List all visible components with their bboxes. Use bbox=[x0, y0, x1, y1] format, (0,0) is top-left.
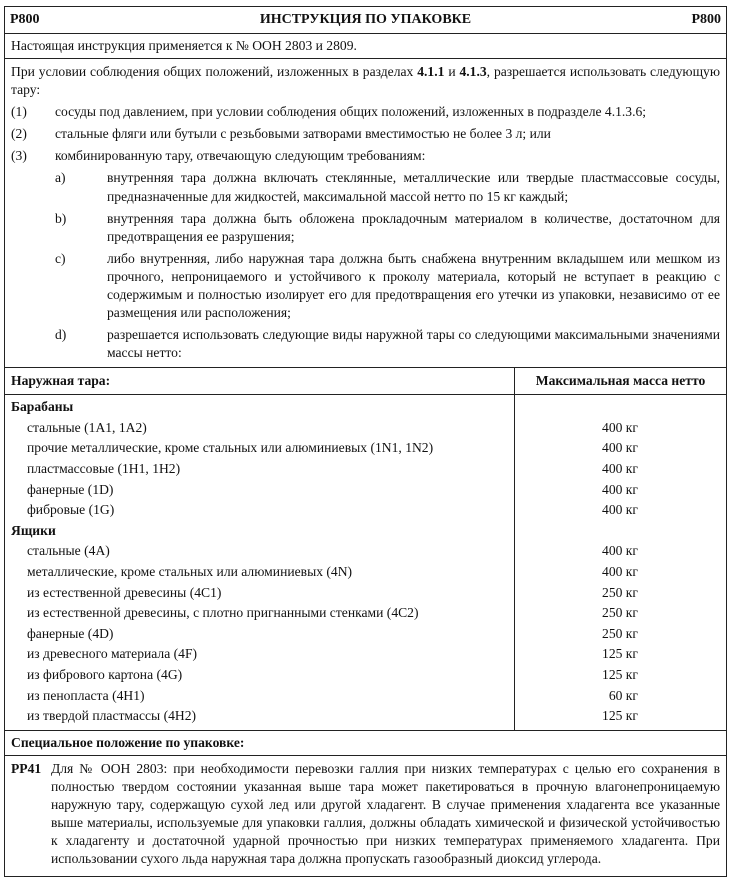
page-title: ИНСТРУКЦИЯ ПО УПАКОВКЕ bbox=[259, 11, 472, 27]
table-header bbox=[5, 368, 726, 395]
item-text: стальные фляги или бутыли с резьбовыми затворами вместимостью не более 3 л; или bbox=[55, 126, 551, 142]
special-provision bbox=[5, 756, 726, 872]
sub-item bbox=[5, 167, 726, 207]
table-row-mass: 250 кг bbox=[602, 625, 638, 641]
item-number: (1) bbox=[11, 104, 27, 120]
table-row-packaging: фанерные (1D) bbox=[27, 481, 114, 497]
table-row-packaging: из пенопласта (4H1) bbox=[27, 687, 145, 703]
table-row-mass: 125 кг bbox=[602, 666, 638, 682]
sub-item-text: либо внутренняя, либо наружная тара должна быть снабжена внутренним вкладышем или мешком из прочного, непроницаемого и устойчивого к проколу материала, который не вступает в реакцию с содержимым и полностью изолирует его для предотвращения его утечки из упаковки, независимо от ее размещения или расположения; bbox=[107, 250, 720, 321]
packaging-table bbox=[5, 367, 726, 731]
table-row-mass: 400 кг bbox=[602, 481, 638, 497]
sub-item-text: разрешается использовать следующие виды наружной тары со следующими максимальными значениями массы нетто: bbox=[107, 327, 720, 361]
table-row-packaging: из фибрового картона (4G) bbox=[27, 666, 183, 682]
table-row-mass: 60 кг bbox=[608, 687, 638, 703]
special-provision-text: Для № ООН 2803: при необходимости перевозки галлия при низких температурах с целью его сохранения в полностью твердом состоянии указанная выше тара может пакетироваться в прочную влагонепроницаемую наружную тару, содержащую сухой лед или другой хладагент. В случае применения хладагента все указанные выше материалы, используемые для упаковки галлия, должны обладать химической и физической устойчивостью к хладагенту и достаточной ударной прочностью при низких температурах применяемого хладагента. При использовании сухого льда наружная тара должна пропускать газообразный диоксид углерода. bbox=[51, 760, 720, 867]
intro-ref2: 4.1.3 bbox=[459, 64, 487, 80]
code-right: P800 bbox=[691, 11, 721, 27]
table-row-mass: 250 кг bbox=[602, 584, 638, 600]
code-left: P800 bbox=[10, 11, 40, 27]
list-item bbox=[5, 145, 726, 167]
intro-ref1: 4.1.1 bbox=[417, 64, 445, 80]
special-provision-code: PP41 bbox=[11, 760, 42, 776]
table-row-packaging: стальные (4A) bbox=[27, 543, 110, 559]
table-row-packaging: из естественной древесины (4C1) bbox=[27, 584, 222, 600]
sub-item bbox=[5, 324, 726, 367]
table-row-mass: 400 кг bbox=[602, 502, 638, 518]
item-text: комбинированную тару, отвечающую следующим требованиям: bbox=[55, 148, 426, 164]
sub-item-letter: a) bbox=[55, 170, 66, 186]
list-item bbox=[5, 101, 726, 123]
intro-mid: и bbox=[444, 64, 460, 80]
intro-paragraph bbox=[5, 59, 726, 101]
table-row-mass: 400 кг bbox=[602, 440, 638, 456]
mass-spacer bbox=[515, 397, 726, 418]
table-body bbox=[5, 395, 726, 731]
sub-item bbox=[5, 208, 726, 248]
table-row-packaging: фанерные (4D) bbox=[27, 625, 114, 641]
table-row-packaging: металлические, кроме стальных или алюминиевых (4N) bbox=[27, 564, 353, 579]
sub-item-letter: c) bbox=[55, 250, 66, 266]
table-row-mass: 125 кг bbox=[602, 646, 638, 662]
mass-spacer bbox=[515, 521, 726, 542]
table-row-packaging: из твердой пластмассы (4H2) bbox=[27, 708, 197, 724]
table-row-mass: 250 кг bbox=[602, 605, 638, 621]
packaging-column bbox=[5, 395, 514, 730]
table-row-packaging: стальные (1A1, 1A2) bbox=[27, 419, 147, 435]
instruction-header bbox=[5, 7, 726, 34]
intro-before: При условии соблюдения общих положений, изложенных в разделах bbox=[11, 64, 418, 80]
table-row-packaging: из естественной древесины, с плотно пригнанными стенками (4C2) bbox=[27, 605, 419, 621]
special-provision-title: Специальное положение по упаковке: bbox=[5, 731, 726, 756]
item-number: (3) bbox=[11, 148, 27, 164]
sub-item-text: внутренняя тара должна включать стеклянные, металлические или твердые пластмассовые сосуды, предназначенные для жидкостей, максимальной массой нетто по 15 кг каждый; bbox=[107, 170, 720, 204]
column-header-mass: Максимальная масса нетто bbox=[514, 368, 726, 394]
intro-after: , разрешается использовать следующую тару: bbox=[11, 64, 720, 98]
instruction-frame bbox=[4, 6, 727, 877]
column-header-packaging: Наружная тара: bbox=[11, 373, 111, 389]
sub-item-letter: d) bbox=[55, 327, 67, 343]
sub-item bbox=[5, 248, 726, 324]
table-row-mass: 125 кг bbox=[602, 708, 638, 724]
table-row-mass: 400 кг bbox=[602, 564, 638, 579]
item-text: сосуды под давлением, при условии соблюдения общих положений, изложенных в подразделе 4.1.3.6; bbox=[55, 104, 647, 120]
sub-item-text: внутренняя тара должна быть обложена прокладочным материалом в количестве, достаточном для предотвращения ее разрушения; bbox=[107, 210, 720, 244]
item-number: (2) bbox=[11, 126, 27, 142]
table-row-packaging: прочие металлические, кроме стальных или алюминиевых (1N1, 1N2) bbox=[27, 440, 434, 456]
table-row-mass: 400 кг bbox=[602, 419, 638, 435]
list-item bbox=[5, 123, 726, 145]
group-title: Ящики bbox=[11, 522, 56, 538]
table-row-packaging: из древесного материала (4F) bbox=[27, 646, 198, 662]
mass-column bbox=[514, 395, 726, 730]
table-row-mass: 400 кг bbox=[602, 461, 638, 477]
sub-item-letter: b) bbox=[55, 210, 67, 226]
group-title: Барабаны bbox=[11, 399, 74, 415]
applies-line: Настоящая инструкция применяется к № ООН 2803 и 2809. bbox=[5, 34, 726, 59]
table-row-packaging: пластмассовые (1H1, 1H2) bbox=[27, 461, 181, 477]
table-row-packaging: фибровые (1G) bbox=[27, 502, 115, 518]
table-row-mass: 400 кг bbox=[602, 543, 638, 559]
